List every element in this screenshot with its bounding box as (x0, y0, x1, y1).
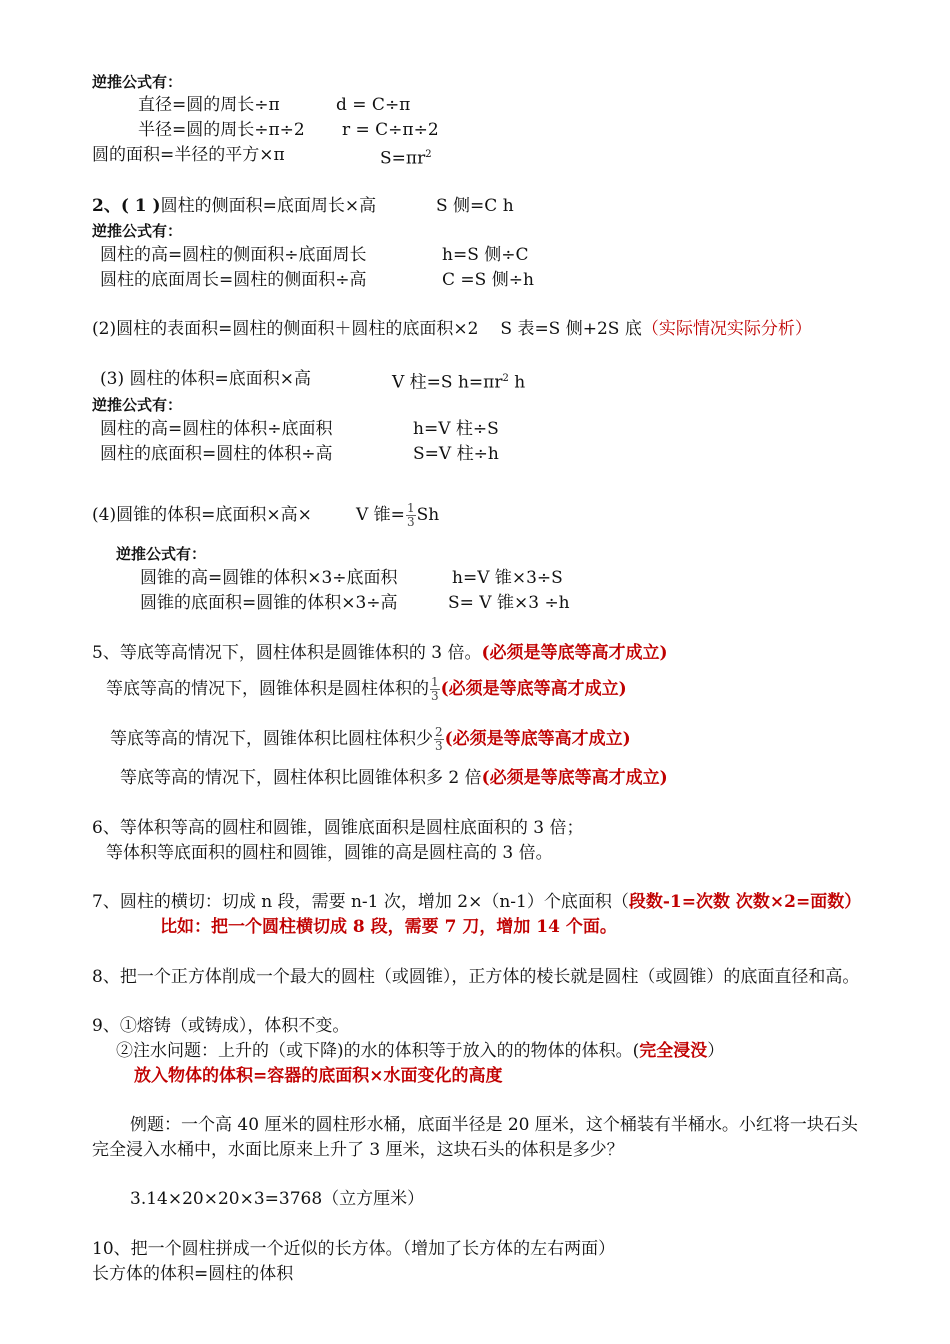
circle-area-text: 圆的面积=半径的平方×π (92, 145, 285, 165)
cone-volume-text: (4)圆锥的体积=底面积×高× (92, 505, 312, 525)
reverse-heading-4: 逆推公式有： (116, 545, 207, 563)
s7-line1: 7、圆柱的横切：切成 n 段，需要 n-1 次，增加 2×（n-1）个底面积（段数-1=次数 次数×2=面数） (92, 892, 862, 912)
s5-line1: 5、等底等高情况下，圆柱体积是圆锥体积的 3 倍。(必须是等底等高才成立) (92, 643, 668, 663)
reverse-heading-2: 逆推公式有： (92, 222, 183, 240)
s10-line2: 长方体的体积=圆柱的体积 (92, 1264, 294, 1284)
fraction-one-third: $\frac{1}{3}$ (406, 501, 415, 529)
example-answer: 3.14×20×20×3=3768（立方厘米） (130, 1189, 425, 1209)
s7-example: 比如：把一个圆柱横切成 8 段，需要 7 刀，增加 14 个面。 (160, 917, 617, 937)
diameter-text: 直径=圆的周长÷π (138, 95, 280, 115)
example-line2: 完全浸入水桶中，水面比原来上升了 3 厘米，这块石头的体积是多少？ (92, 1140, 624, 1160)
radius-formula: r = C÷π÷2 (342, 120, 439, 140)
s10-line1: 10、把一个圆柱拼成一个近似的长方体。（增加了长方体的左右两面） (92, 1239, 616, 1259)
volume-base-formula: S=V 柱÷h (413, 444, 499, 464)
diameter-formula: d = C÷π (336, 95, 411, 115)
s9-line3: 放入物体的体积=容器的底面积×水面变化的高度 (134, 1066, 503, 1086)
volume-height-formula: h=V 柱÷S (413, 419, 499, 439)
circle-area-formula: $S=\pi r^2$ (380, 148, 432, 169)
cylinder-height-text: 圆柱的高=圆柱的侧面积÷底面周长 (100, 245, 367, 265)
cylinder-side-area: 2、( 1 )圆柱的侧面积=底面周长×高 (92, 196, 377, 216)
volume-height-text: 圆柱的高=圆柱的体积÷底面积 (100, 419, 333, 439)
cylinder-volume-formula: V 柱=S $h=\pi r^2$ h (392, 372, 526, 393)
cone-height-formula: h=V 锥×3÷S (452, 568, 563, 588)
cone-volume-formula: V 锥= $\frac{1}{3}$ Sh (356, 501, 440, 529)
s5-line4: 等底等高的情况下，圆柱体积比圆锥体积多 2 倍(必须是等底等高才成立) (120, 768, 668, 788)
reverse-heading-1: 逆推公式有： (92, 73, 183, 91)
s9-line2: ②注水问题：上升的（或下降)的水的体积等于放入的的物体的体积。(完全浸没） (116, 1041, 725, 1061)
cylinder-circumference-formula: C =S 侧÷h (442, 270, 534, 290)
cylinder-surface-area: (2)圆柱的表面积=圆柱的侧面积＋圆柱的底面积×2 S 表=S 侧+2S 底（实际情况实际分析） (92, 319, 812, 339)
cylinder-volume-text: (3) 圆柱的体积=底面积×高 (100, 369, 311, 389)
cylinder-height-formula: h=S 侧÷C (442, 245, 529, 265)
cylinder-circumference-text: 圆柱的底面周长=圆柱的侧面积÷高 (100, 270, 367, 290)
example-line1: 例题：一个高 40 厘米的圆柱形水桶，底面半径是 20 厘米，这个桶装有半桶水。小红将一块石头 (130, 1115, 858, 1135)
s6-line1: 6、等体积等高的圆柱和圆锥，圆锥底面积是圆柱底面积的 3 倍； (92, 818, 584, 838)
reverse-heading-3: 逆推公式有： (92, 396, 183, 414)
s5-line3: 等底等高的情况下，圆锥体积比圆柱体积少 $\frac{2}{3}$ (必须是等底等高才成立) (110, 725, 631, 753)
cone-height-text: 圆锥的高=圆锥的体积×3÷底面积 (140, 568, 398, 588)
s8-line1: 8、把一个正方体削成一个最大的圆柱（或圆锥），正方体的棱长就是圆柱（或圆锥）的底面直径和高。 (92, 967, 860, 987)
volume-base-text: 圆柱的底面积=圆柱的体积÷高 (100, 444, 333, 464)
radius-text: 半径=圆的周长÷π÷2 (138, 120, 305, 140)
s9-line1: 9、①熔铸（或铸成），体积不变。 (92, 1016, 350, 1036)
s6-line2: 等体积等底面积的圆柱和圆锥，圆锥的高是圆柱高的 3 倍。 (106, 843, 553, 863)
cylinder-side-formula: S 侧=C h (436, 196, 514, 216)
cone-base-formula: S= V 锥×3 ÷h (448, 593, 570, 613)
s5-line2: 等底等高的情况下，圆锥体积是圆柱体积的 $\frac{1}{3}$ (必须是等底等高才成立) (106, 675, 627, 703)
cone-base-text: 圆锥的底面积=圆锥的体积×3÷高 (140, 593, 398, 613)
